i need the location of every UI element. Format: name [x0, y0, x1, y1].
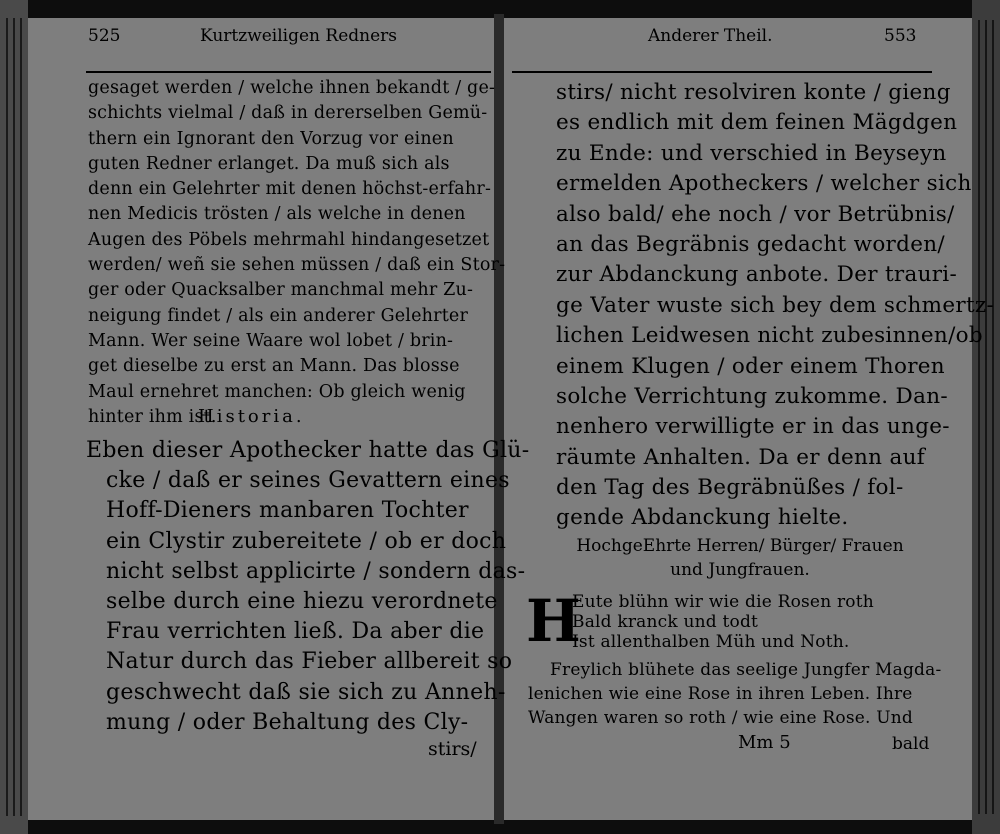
left-head-rule: [86, 71, 491, 73]
text-line: lichen Leidwesen nicht zubesinnen/ob: [556, 323, 983, 349]
verse-line: Bald kranck und todt: [572, 612, 759, 632]
left-body-top: [88, 76, 505, 430]
text-line: ger oder Quacksalber manchmal mehr Zu-: [88, 280, 474, 301]
text-line: get dieselbe zu erst an Mann. Das blosse: [88, 356, 460, 377]
text-line: nicht selbst applicirte / sondern das-: [106, 558, 526, 584]
text-line: Natur durch das Fieber allbereit so: [106, 649, 513, 675]
text-line: Eben dieser Apothecker hatte das Glü-: [86, 438, 530, 463]
text-line: cke / daß er seines Gevattern eines: [106, 468, 510, 494]
text-line: mung / oder Behaltung des Cly-: [106, 709, 469, 735]
right-body-main: [556, 78, 994, 534]
text-line: solche Verrichtung zukomme. Dan-: [556, 383, 948, 409]
left-page-number: 525: [88, 26, 121, 46]
text-line: zu Ende: und verschied in Beyseyn: [556, 140, 947, 166]
text-line: einem Klugen / oder einem Thoren: [556, 353, 945, 379]
verse-line: Eute blühn wir wie die Rosen roth: [572, 592, 874, 612]
left-running-head: Kurtzweiligen Redners: [200, 26, 398, 46]
right-page-number: 553: [884, 26, 917, 46]
text-line: an das Begräbnis gedacht worden/: [556, 231, 945, 257]
text-line: ein Clystir zubereitete / ob er doch: [106, 528, 507, 554]
text-line: werden/ weñ sie sehen müssen / daß ein Stor-: [88, 255, 506, 276]
text-line: hinter ihm ist.: [88, 406, 217, 427]
right-running-head: Anderer Theil.: [648, 26, 773, 46]
text-line: gesaget werden / welche ihnen bekandt / ge-: [88, 78, 496, 98]
text-line: es endlich mit dem feinen Mägdgen: [556, 110, 958, 136]
signature-mark: Mm 5: [738, 732, 791, 753]
text-line: nen Medicis trösten / als welche in denen: [88, 204, 466, 225]
text-line: gende Abdanckung hielte.: [556, 505, 849, 531]
text-line: Freylich blühete das seelige Jungfer Magda-: [550, 660, 942, 680]
text-line: selbe durch eine hiezu verordnete: [106, 588, 498, 614]
text-line: nenhero verwilligte er in das unge-: [556, 414, 950, 440]
address-line-1: HochgeEhrte Herren/ Bürger/ Frauen: [576, 536, 904, 556]
left-page-stack: [0, 0, 28, 834]
text-line: Hoff-Dieners manbaren Tochter: [106, 498, 469, 524]
text-line: geschwecht daß sie sich zu Anneh-: [106, 679, 506, 705]
text-line: den Tag des Begräbnüßes / fol-: [556, 475, 904, 501]
text-line: lenichen wie eine Rose in ihren Leben. Ihre: [528, 684, 913, 704]
text-line: neigung findet / als ein anderer Gelehrter: [88, 305, 469, 326]
text-line: Maul ernehret manchen: Ob gleich wenig: [88, 381, 466, 402]
right-body-end: [528, 658, 941, 730]
verse-line: Ist allenthalben Müh und Noth.: [572, 632, 850, 652]
address-line-2: und Jungfrauen.: [670, 560, 810, 580]
text-line: Augen des Pöbels mehrmahl hindangesetzet: [88, 229, 490, 250]
text-line: zur Abdanckung anbote. Der trauri-: [556, 262, 958, 288]
left-body-bottom: [86, 436, 529, 738]
text-line: räumte Anhalten. Da er denn auf: [556, 444, 925, 470]
text-line: schichts vielmal / daß in dererselben Gemü-: [88, 103, 488, 124]
text-line: ge Vater wuste sich bey dem schmertz-: [556, 292, 995, 318]
section-heading: Historia.: [198, 406, 305, 427]
text-line: Frau verrichten ließ. Da aber die: [106, 619, 485, 645]
text-line: ermelden Apotheckers / welcher sich: [556, 171, 972, 197]
right-head-rule: [512, 71, 932, 73]
right-catchword: bald: [892, 734, 930, 754]
text-line: thern ein Ignorant den Vorzug vor einen: [88, 128, 454, 149]
text-line: stirs/ nicht resolviren konte / gieng: [556, 80, 951, 105]
text-line: guten Redner erlanget. Da muß sich als: [88, 153, 450, 174]
verse-block: [572, 592, 874, 652]
text-line: also bald/ ehe noch / vor Betrübnis/: [556, 201, 955, 227]
text-line: denn ein Gelehrter mit denen höchst-erfahr-: [88, 179, 492, 200]
text-line: Mann. Wer seine Waare wol lobet / brin-: [88, 330, 454, 351]
dropcap-letter: H: [526, 587, 581, 655]
text-line: Wangen waren so roth / wie eine Rose. Und: [528, 708, 913, 728]
left-catchword: stirs/: [428, 738, 477, 760]
